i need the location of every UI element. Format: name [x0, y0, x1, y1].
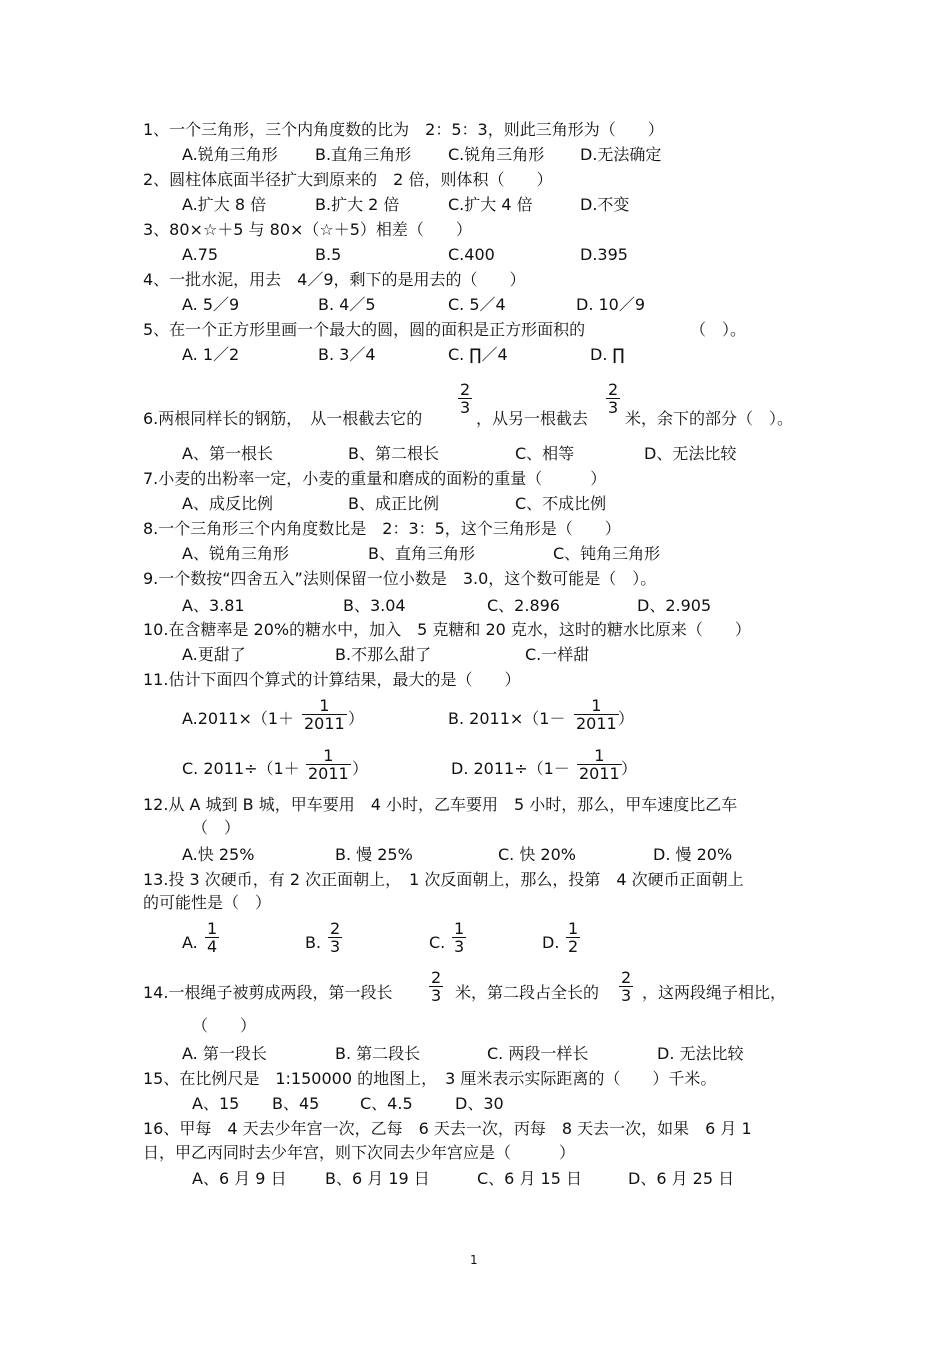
q1-option-c: C.锐角三角形: [448, 145, 545, 164]
q13-option-b-label: B.: [305, 933, 322, 952]
q16-option-d: D、6 月 25 日: [628, 1169, 735, 1188]
q14-fraction-1-denominator: 3: [431, 986, 442, 1005]
q11-option-c-fraction: [306, 747, 351, 782]
q13-option-a-denominator: 4: [207, 937, 218, 956]
q13-option-b-fraction: [328, 920, 342, 955]
q5-answer-blank: （ ）。: [690, 320, 747, 339]
q9-option-d: D、2.905: [637, 596, 712, 615]
q11-option-b-fraction: [574, 697, 619, 732]
q6-option-d: D、无法比较: [644, 444, 737, 463]
q11-option-c-suffix: ）: [352, 759, 369, 778]
q3-option-b: B.5: [315, 245, 342, 264]
q13-option-c-numerator: 1: [454, 919, 465, 938]
q14-fraction-2-numerator: 2: [621, 968, 632, 987]
q7-option-a: A、成反比例: [182, 494, 273, 513]
q10-option-a: A.更甜了: [182, 645, 246, 664]
q6-option-a: A、第一根长: [182, 444, 273, 463]
q14-answer-blank: （ ）: [192, 1016, 257, 1035]
q5-option-d: D. ∏: [590, 345, 625, 364]
q2-stem: 2、圆柱体底面半径扩大到原来的 2 倍，则体积（ ）: [143, 170, 553, 189]
q6-stem-part-3: 米，余下的部分（ ）。: [625, 409, 794, 428]
q12-option-c: C. 快 20%: [498, 845, 576, 864]
q14-fraction-1-numerator: 2: [431, 968, 442, 987]
q13-option-a-fraction: [205, 920, 219, 955]
q15-option-d: D、30: [455, 1094, 504, 1113]
q16-option-c: C、6 月 15 日: [477, 1169, 582, 1188]
q15-option-b: B、45: [272, 1094, 320, 1113]
q11-option-c-numerator: 1: [323, 746, 334, 765]
q15-option-c: C、4.5: [360, 1094, 413, 1113]
q13-option-d-denominator: 2: [568, 937, 579, 956]
q13-option-d-numerator: 1: [568, 919, 579, 938]
q11-option-d-suffix: ）: [621, 759, 638, 778]
q11-option-a-fraction: [302, 697, 347, 732]
q6-fraction-1-numerator: 2: [460, 380, 471, 399]
q13-option-c-label: C.: [429, 933, 446, 952]
q11-option-b-numerator: 1: [591, 696, 602, 715]
q11-option-b-prefix: B. 2011×（1－: [448, 709, 566, 728]
q2-option-c: C.扩大 4 倍: [448, 195, 533, 214]
q1-stem: 1、一个三角形，三个内角度数的比为 2：5：3，则此三角形为（ ）: [143, 120, 664, 139]
page-number: 1: [470, 1253, 478, 1267]
q4-option-c: C. 5／4: [448, 295, 506, 314]
q9-option-c: C、2.896: [487, 596, 560, 615]
q6-fraction-1-denominator: 3: [460, 398, 471, 417]
q1-option-b: B.直角三角形: [315, 145, 412, 164]
q13-stem: 13.投 3 次硬币，有 2 次正面朝上， 1 次反面朝上，那么，投第 4 次硬币正面朝上: [143, 870, 744, 889]
q11-option-b-suffix: ）: [618, 709, 635, 728]
q13-option-c-fraction: [452, 920, 466, 955]
q14-option-d: D. 无法比较: [657, 1044, 744, 1063]
q6-option-b: B、第二根长: [348, 444, 439, 463]
q2-option-a: A.扩大 8 倍: [182, 195, 267, 214]
q11-option-a-prefix: A.2011×（1＋: [182, 709, 295, 728]
q7-stem: 7.小麦的出粉率一定，小麦的重量和磨成的面粉的重量（ ）: [143, 469, 607, 488]
q13-option-b-denominator: 3: [330, 937, 341, 956]
q4-stem: 4、一批水泥，用去 4／9，剩下的是用去的（ ）: [143, 270, 526, 289]
q12-option-d: D. 慢 20%: [653, 845, 733, 864]
q3-option-d: D.395: [580, 245, 628, 264]
q6-fraction-2-denominator: 3: [608, 398, 619, 417]
q10-stem: 10.在含糖率是 20%的糖水中，加入 5 克糖和 20 克水，这时的糖水比原来（ ）: [143, 620, 751, 639]
q3-option-c: C.400: [448, 245, 495, 264]
q11-option-d-denominator: 2011: [579, 764, 620, 783]
q6-fraction-1: [458, 381, 472, 416]
q16-stem: 16、甲每 4 天去少年宫一次，乙每 6 天去一次，丙每 8 天去一次，如果 6 月 1: [143, 1119, 752, 1138]
q16-option-b: B、6 月 19 日: [325, 1169, 430, 1188]
q14-stem-part-3: ，这两段绳子相比，: [642, 983, 787, 1002]
q13-option-b-numerator: 2: [330, 919, 341, 938]
q14-stem-part-2: 米，第二段占全长的: [455, 983, 600, 1002]
q11-option-a-suffix: ）: [348, 709, 365, 728]
q9-stem: 9.一个数按“四舍五入”法则保留一位小数是 3.0，这个数可能是（ ）。: [143, 569, 657, 588]
q9-option-b: B、3.04: [343, 596, 406, 615]
q9-option-a: A、3.81: [182, 596, 245, 615]
q13-option-c-denominator: 3: [454, 937, 465, 956]
q2-option-b: B.扩大 2 倍: [315, 195, 400, 214]
q1-option-d: D.无法确定: [580, 145, 662, 164]
q5-option-a: A. 1／2: [182, 345, 240, 364]
q15-option-a: A、15: [192, 1094, 240, 1113]
q11-option-d-prefix: D. 2011÷（1－: [451, 759, 570, 778]
q15-stem: 15、在比例尺是 1:150000 的地图上， 3 厘米表示实际距离的（ ）千米。: [143, 1069, 717, 1088]
q7-option-c: C、不成比例: [515, 494, 607, 513]
q11-option-a-denominator: 2011: [304, 714, 345, 733]
q8-stem: 8.一个三角形三个内角度数比是 2：3：5，这个三角形是（ ）: [143, 519, 621, 538]
q12-answer-blank: （ ）: [192, 818, 241, 837]
q14-stem-part-1: 14.一根绳子被剪成两段，第一段长: [143, 983, 393, 1002]
q1-option-a: A.锐角三角形: [182, 145, 278, 164]
q7-option-b: B、成正比例: [348, 494, 439, 513]
q11-option-c-prefix: C. 2011÷（1＋: [182, 759, 300, 778]
q14-option-b: B. 第二段长: [335, 1044, 421, 1063]
q14-fraction-2: [619, 969, 633, 1004]
q14-option-c: C. 两段一样长: [487, 1044, 589, 1063]
q4-option-d: D. 10／9: [576, 295, 646, 314]
q11-option-b-denominator: 2011: [576, 714, 617, 733]
q16-stem-line-2: 日，甲乙丙同时去少年宫，则下次同去少年宫应是（ ）: [143, 1143, 576, 1162]
q13-option-d-label: D.: [542, 933, 560, 952]
q6-fraction-2-numerator: 2: [608, 380, 619, 399]
q13-stem-line-2: 的可能性是（ ）: [143, 893, 272, 912]
q5-option-c: C. ∏／4: [448, 345, 508, 364]
q6-fraction-2: [606, 381, 620, 416]
q4-option-b: B. 4／5: [318, 295, 376, 314]
q4-option-a: A. 5／9: [182, 295, 240, 314]
q12-stem: 12.从 A 城到 B 城，甲车要用 4 小时，乙车要用 5 小时，那么，甲车速度比乙车: [143, 795, 738, 814]
q14-option-a: A. 第一段长: [182, 1044, 267, 1063]
q11-option-d-numerator: 1: [594, 746, 605, 765]
q11-stem: 11.估计下面四个算式的计算结果，最大的是（ ）: [143, 670, 521, 689]
q10-option-b: B.不那么甜了: [335, 645, 432, 664]
q6-stem-part-2: ，从另一根截去: [476, 409, 589, 428]
q11-option-a-numerator: 1: [319, 696, 330, 715]
q11-option-c-denominator: 2011: [308, 764, 349, 783]
q2-option-d: D.不变: [580, 195, 630, 214]
q12-option-b: B. 慢 25%: [335, 845, 413, 864]
q6-stem-part-1: 6.两根同样长的钢筋， 从一根截去它的: [143, 409, 423, 428]
q13-option-d-fraction: [566, 920, 580, 955]
q5-option-b: B. 3／4: [318, 345, 376, 364]
q8-option-b: B、直角三角形: [368, 544, 475, 563]
q13-option-a-numerator: 1: [207, 919, 218, 938]
q6-option-c: C、相等: [515, 444, 575, 463]
q8-option-a: A、锐角三角形: [182, 544, 289, 563]
q12-option-a: A.快 25%: [182, 845, 255, 864]
q5-stem: 5、在一个正方形里画一个最大的圆，圆的面积是正方形面积的: [143, 320, 586, 339]
q14-fraction-1: [429, 969, 443, 1004]
q3-stem: 3、80×☆＋5 与 80×（☆＋5）相差（ ）: [143, 220, 472, 239]
q11-option-d-fraction: [577, 747, 622, 782]
q14-fraction-2-denominator: 3: [621, 986, 632, 1005]
q3-option-a: A.75: [182, 245, 219, 264]
q13-option-a-label: A.: [182, 933, 198, 952]
q16-option-a: A、6 月 9 日: [192, 1169, 287, 1188]
q8-option-c: C、钝角三角形: [553, 544, 661, 563]
q10-option-c: C.一样甜: [525, 645, 590, 664]
